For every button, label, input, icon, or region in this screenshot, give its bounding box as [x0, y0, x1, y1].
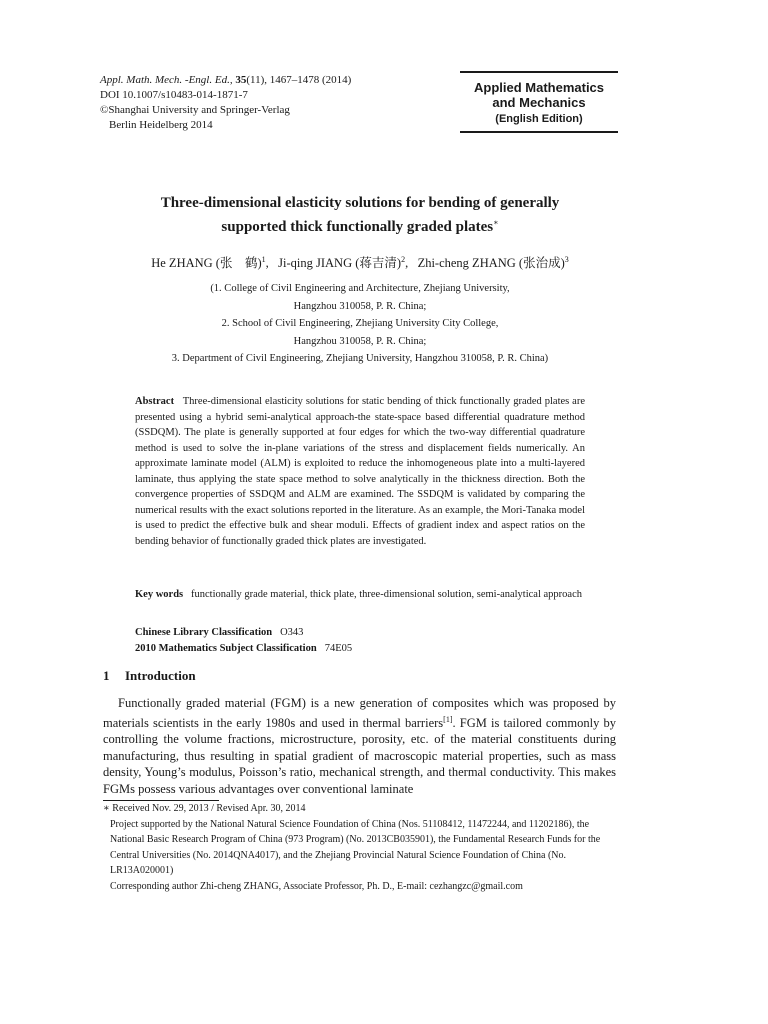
abstract-label: Abstract [135, 396, 175, 407]
intro-text-part2: . FGM is tailored commonly by controlling the volume fractions, microstructure, porosity, etc. of the material constituents during manufacturing, thus resulting in spatial gradient of macroscopic material properties, such as mass density, Young’s modulus, Poisson’s ratio, mechanical strength, and thermal conductivity. This makes FGMs possess various advantages over conventional laminate [103, 715, 616, 796]
keywords-label: Key words [135, 589, 184, 600]
author-name: Zhi-cheng ZHANG (张治成) [417, 256, 565, 270]
abstract-text: Three-dimensional elasticity solutions for static bending of thick functionally graded plates are presented using a hybrid semi-analytical approach-the state-space based differential quadrature method (SSDQM). The plate is generally supported at four edges for which the two-way differential quadrature method is used to solve the in-plane variations of the stress and displacement fields numerically. An approximate laminate model (ALM) is exploited to reduce the inhomogeneous plate into a multi-layered laminate, thus applying the state space method to solve analytically in the thickness direction. Both the convergence properties of SSDQM and ALM are examined. The SSDQM is validated by comparing the numerical results with the exact solutions reported in the literature. As an example, the Mori-Tanaka model is used to predict the effective bulk and shear moduli. Effects of gradient index and aspect ratios on the bending behavior of functionally graded thick plates are investigated. [135, 396, 586, 547]
keywords-text: functionally grade material, thick plate, three-dimensional solution, semi-analytical approach [191, 589, 582, 600]
clc-label: Chinese Library Classification [135, 627, 273, 638]
affiliations [90, 280, 630, 368]
copyright: ©Shanghai University and Springer-Verlag [100, 104, 290, 116]
intro-text-part1: Functionally graded material (FGM) is a new generation of composites which was proposed by materials scientists in the early 1980s and used in thermal barriers [103, 696, 616, 730]
title-line2: supported thick functionally graded plates [221, 219, 494, 235]
msc-label: 2010 Mathematics Subject Classification [135, 643, 317, 654]
footnote [103, 801, 618, 894]
section-title: Introduction [125, 668, 196, 683]
abstract [135, 394, 585, 549]
citation-pages: (11), 1467–1478 (2014) [246, 74, 352, 86]
affiliation-line: (1. College of Civil Engineering and Architecture, Zhejiang University, [210, 283, 510, 294]
journal-name-line2: and Mechanics [492, 95, 586, 110]
paragraph [103, 695, 616, 797]
author-list [60, 253, 660, 271]
title-footnote-mark: ∗ [493, 218, 499, 227]
journal-name-line1: Applied Mathematics [473, 80, 605, 95]
citation-line [100, 73, 351, 88]
section-number: 1 [103, 668, 110, 683]
journal-edition: (English Edition) [495, 113, 583, 125]
section-heading [103, 668, 196, 684]
affiliation-line: 3. Department of Civil Engineering, Zhejiang University, Hangzhou 310058, P. R. China) [171, 353, 549, 364]
citation-volume: 35 [235, 74, 247, 86]
msc-code: 74E05 [324, 643, 353, 654]
affiliation-line: 2. School of Civil Engineering, Zhejiang University City College, [221, 318, 499, 329]
citation-block [100, 73, 351, 133]
title-line1: Three-dimensional elasticity solutions for bending of generally [160, 195, 560, 211]
classification [135, 625, 352, 657]
author-name: He ZHANG (张 鹤) [151, 256, 262, 270]
keywords [135, 587, 585, 603]
clc-code: O343 [280, 627, 304, 638]
footnote-support: Project supported by the National Natural Science Foundation of China (Nos. 51108412, 11472244, and 11202186), the National Basic Research Program of China (973 Program) (No. 2013CB035901), the Fundamental Research Funds for the Central Universities (No. 2014QNA4017), and the Zhejiang Provincial Natural Science Foundation of China (No. LR13A020001) [110, 818, 601, 876]
author-separator: , [405, 256, 409, 270]
author-name: Ji-qing JIANG (蒋吉清) [278, 256, 402, 270]
footnote-corresponding: Corresponding author Zhi-cheng ZHANG, Associate Professor, Ph. D., E-mail: cezhangzc@gmail.com [110, 880, 523, 892]
author-affil-mark: 1 [261, 254, 266, 264]
author-affil-mark: 3 [564, 254, 569, 264]
footnote-received: ∗ Received Nov. 29, 2013 / Revised Apr. 30, 2014 [103, 803, 306, 814]
publisher-city: Berlin Heidelberg 2014 [109, 119, 213, 131]
citation-ref[interactable]: [1] [443, 714, 453, 724]
introduction-text [103, 695, 616, 797]
paper-title [90, 194, 630, 237]
author-separator: , [265, 256, 269, 270]
journal-name-box [460, 71, 618, 133]
doi: DOI 10.1007/s10483-014-1871-7 [100, 89, 248, 101]
citation-journal: Appl. Math. Mech. -Engl. Ed., [100, 74, 233, 86]
affiliation-line: Hangzhou 310058, P. R. China; [293, 335, 427, 347]
author-affil-mark: 2 [401, 254, 406, 264]
affiliation-line: Hangzhou 310058, P. R. China; [293, 300, 427, 312]
